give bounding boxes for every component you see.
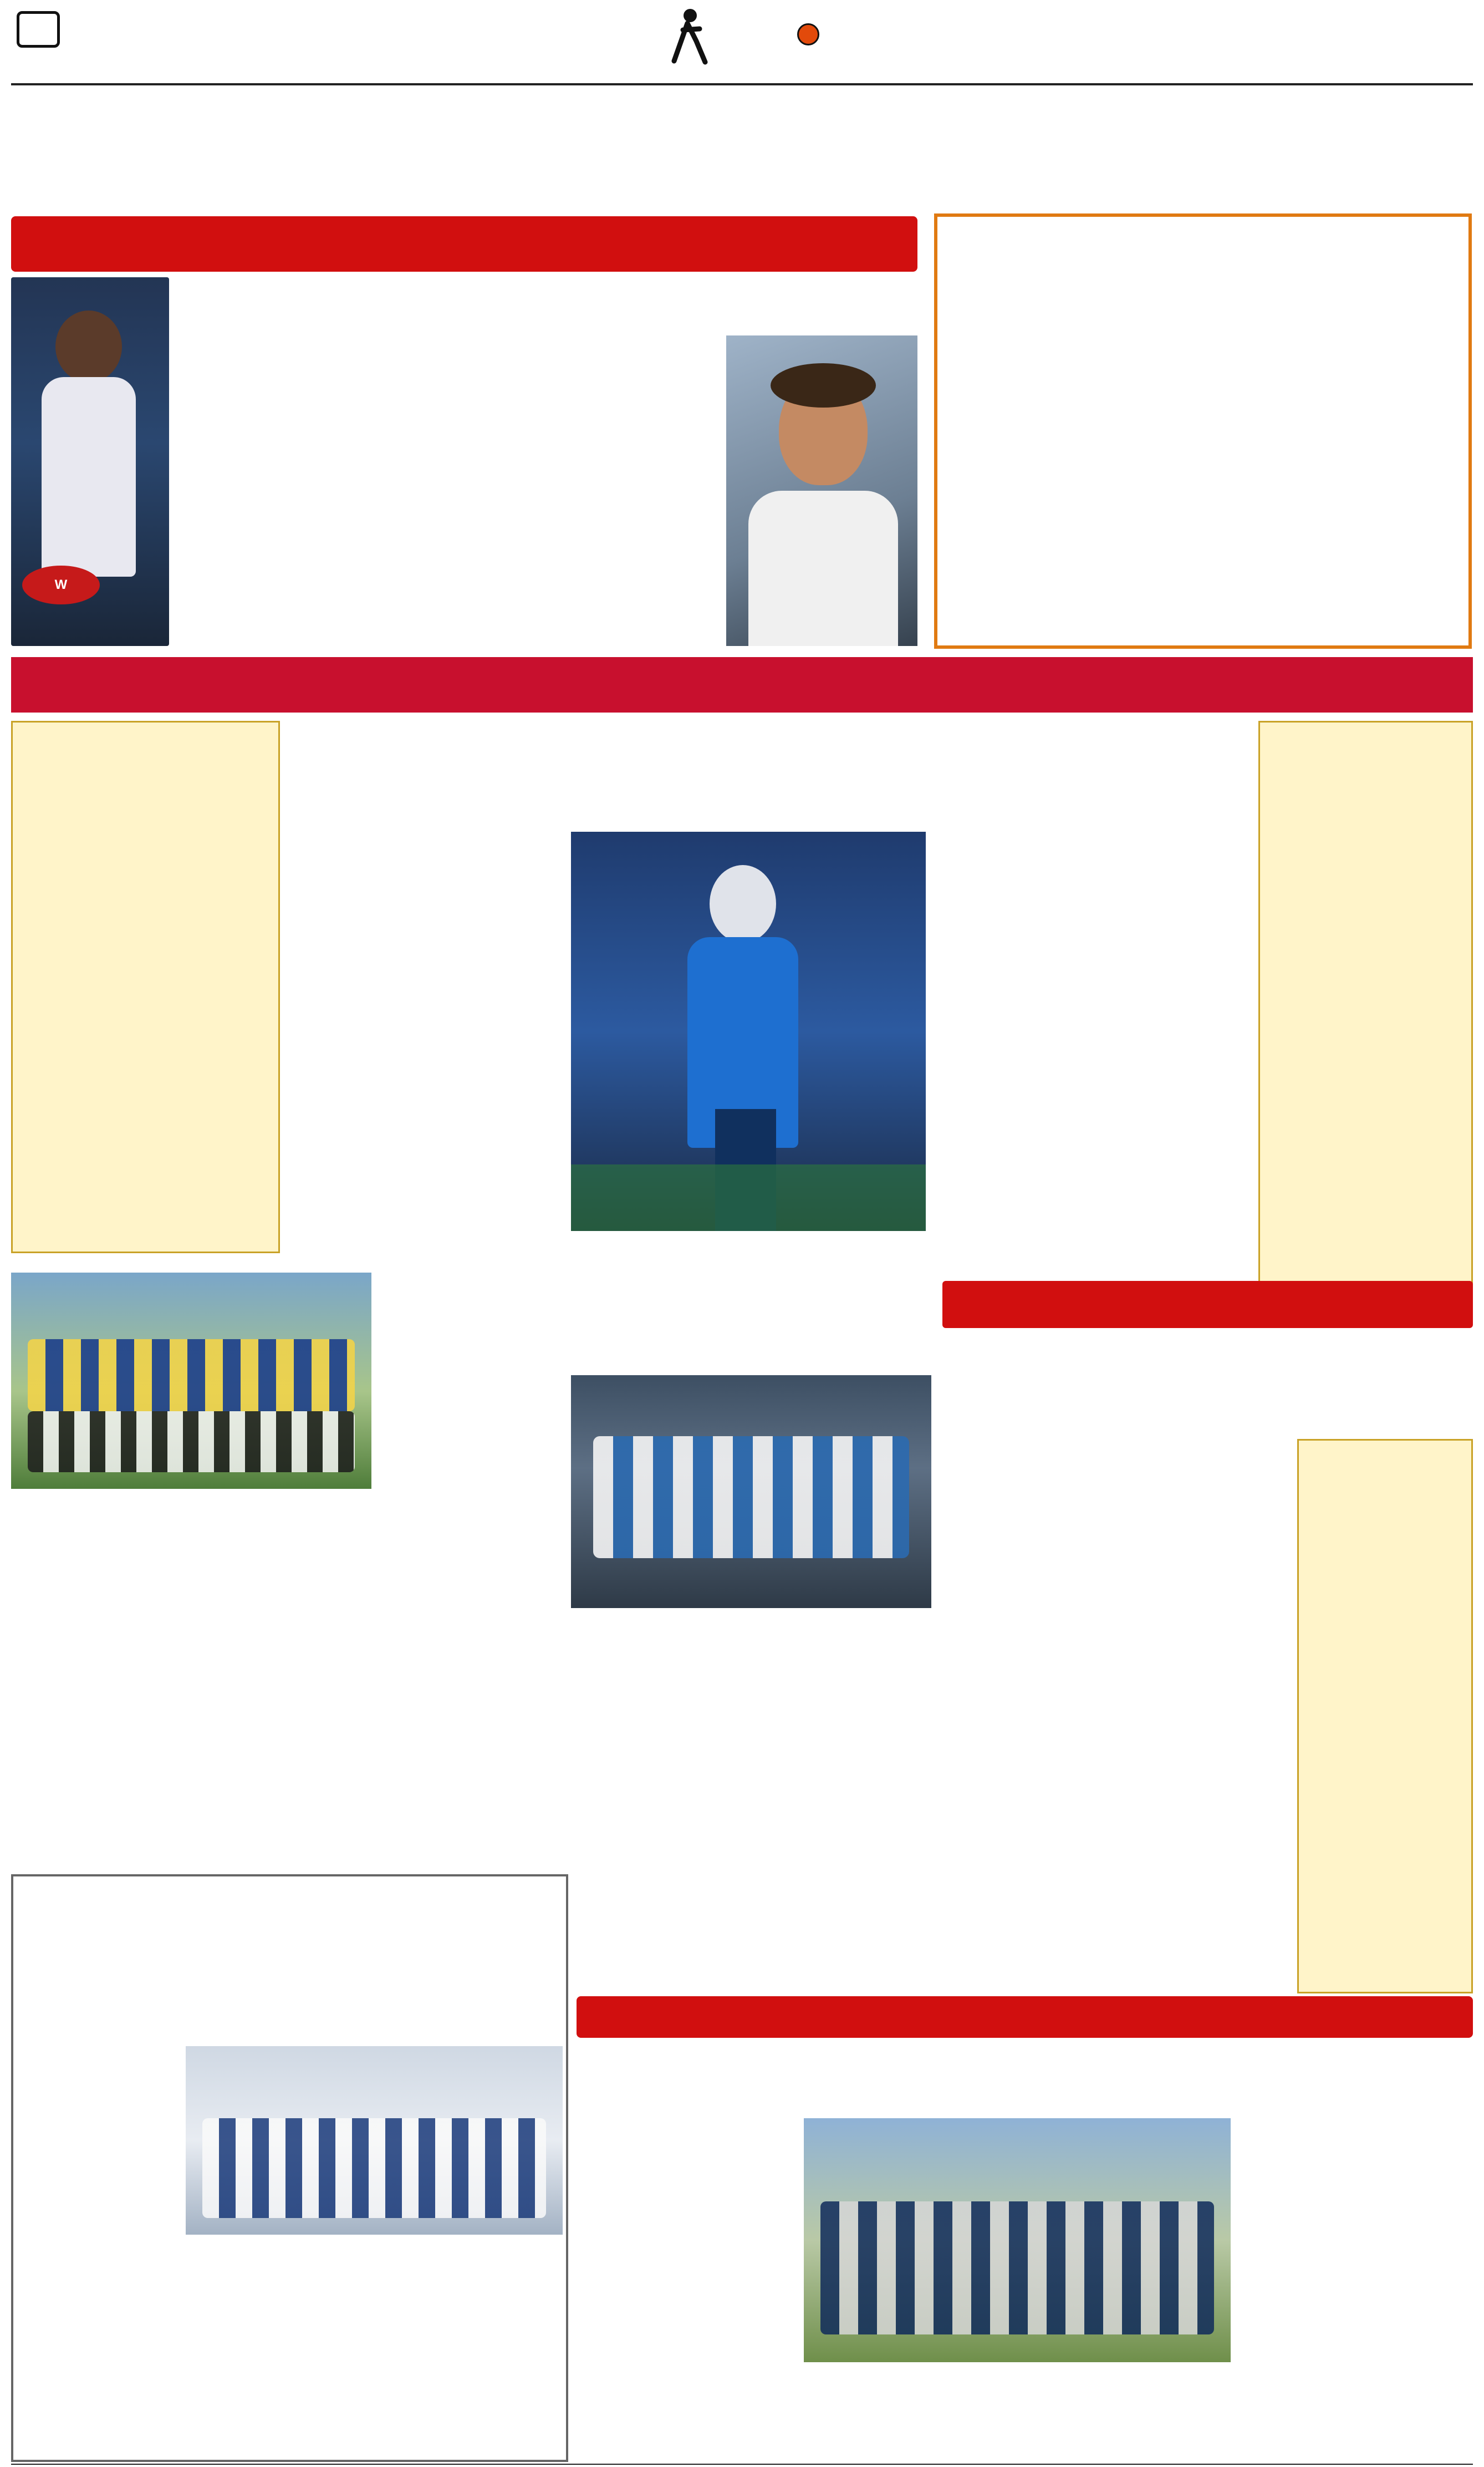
s7-banner <box>383 1273 931 1311</box>
s14-banner <box>577 1996 1473 2038</box>
s2-body <box>945 327 1461 640</box>
s3-banner <box>11 657 1473 713</box>
footer-rule <box>11 2464 1473 2465</box>
runner-icon <box>671 8 710 68</box>
s14-team-photo <box>804 2118 1231 2362</box>
s1-banner <box>11 216 917 272</box>
s5-body <box>940 987 1250 1259</box>
s3-caption <box>571 1234 926 1267</box>
s7-team-photo <box>571 1375 931 1608</box>
s1-venus-photo: W <box>11 277 169 646</box>
s13-body-continued <box>186 2240 563 2454</box>
s14-body-continued <box>1236 2118 1473 2459</box>
s8-body <box>11 1597 374 1874</box>
s9-body <box>383 1680 931 1797</box>
s7-body <box>383 1375 565 1686</box>
s12-body <box>1303 1522 1467 1985</box>
ball-icon <box>797 23 819 45</box>
s13-medal-photo <box>186 2046 563 2235</box>
s7-caption <box>571 1611 931 1633</box>
s13-banner <box>17 1880 563 1919</box>
section-logo <box>671 4 820 71</box>
s14-caption <box>804 2368 1231 2459</box>
s3-body <box>288 835 565 1262</box>
s8-football-photo <box>11 1273 371 1489</box>
s6-body <box>1267 890 1465 1275</box>
s11-banner <box>942 1281 1473 1328</box>
page-number-badge <box>17 11 60 48</box>
s11-body <box>942 1436 1292 1991</box>
s4-body <box>19 843 272 1245</box>
s1-alcaraz-photo <box>726 335 917 646</box>
s3-kohli-photo <box>571 832 926 1231</box>
s14-body <box>577 2118 798 2462</box>
s10-body <box>571 1885 931 1988</box>
s13-body <box>19 2046 180 2454</box>
masthead-rule <box>11 83 1473 85</box>
s2-banner <box>942 222 1463 272</box>
s1-body <box>180 338 723 646</box>
